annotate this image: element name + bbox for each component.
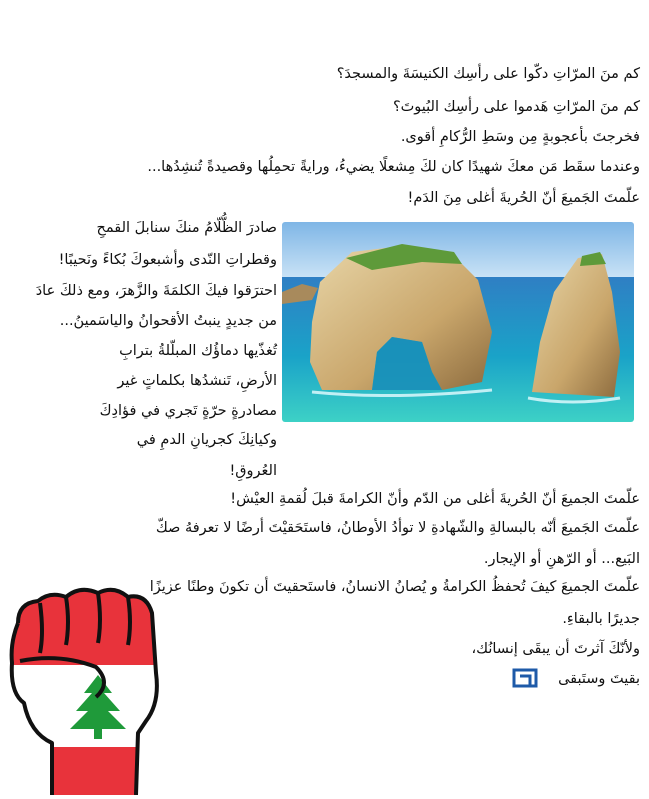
poem-middle-line-3: احترَقوا فيكَ الكلمَةَ والزَّهرَ، ومع ذلكَ عادَ bbox=[35, 283, 277, 299]
poem-line-3: فخرجتَ بأعجوبةٍ مِن وسَطِ الرُّكامِ أقوى. bbox=[400, 129, 640, 145]
poem-bottom-line-4: علّمتَ الجميعَ كيفَ تُحفظُ الكرامةُ و يُصانُ الانسانُ، فاستَحقيتَ أن تكونَ وطنًا عزيزًا bbox=[149, 579, 640, 595]
signature-logo-icon bbox=[512, 668, 538, 688]
poem-line-4: وعندما سقَط مَن معكَ شهيدًا كان لكَ مِشعلًا يضيءُ، ورايةً تحمِلُها وقصيدةً تُنشِدُها... bbox=[147, 159, 640, 175]
poem-middle-line-1: صادرَ الظُّلّامُ منكَ سنابلَ القمحِ bbox=[96, 220, 277, 236]
poem-middle-line-7: مصادرةٍ حرّةٍ تَجري في فؤادِكَ bbox=[99, 403, 277, 419]
poem-middle-line-4: من جديدٍ ينبتُ الأقحوانُ والياسَمينُ... bbox=[59, 313, 277, 329]
poem-bottom-line-5: جديرًا بالبقاءِ. bbox=[562, 611, 640, 627]
poem-middle-line-6: الأرضِ، تَنشدُها بكلماتٍ غير bbox=[117, 373, 277, 389]
poem-middle-line-9: العُروقِ! bbox=[229, 463, 277, 479]
poem-line-1: كم منَ المرّاتِ دكّوا على رأسِك الكنيسَةَ والمسجدَ؟ bbox=[336, 66, 640, 82]
poem-line-2: كم منَ المرّاتِ هَدموا على رأسِك البُيوتَ؟ bbox=[392, 99, 640, 115]
poem-bottom-line-2: علّمتَ الجَميعَ أنّه بالبسالةِ والشّهادةِ لا توأدُ الأوطانُ، فاستَحَقيْتَ أرضًا لا تعرفهُ صكّ bbox=[155, 520, 640, 536]
poem-bottom-line-3: البَيع... أو الرّهنِ أو الإيجار. bbox=[483, 551, 640, 567]
poem-middle-line-5: تُغذّيها دماؤُك المبلّلةُ بترابِ bbox=[119, 343, 277, 359]
poem-bottom-line-7: بقيتَ وستَبقى bbox=[558, 671, 640, 687]
lebanese-flag-fist-icon bbox=[0, 583, 175, 795]
poem-bottom-line-6: ولأنّكَ آثرتَ أن يبقَى إنسانُك، bbox=[471, 641, 640, 657]
poem-bottom-line-1: علّمتَ الجميعَ أنّ الحُريةَ أغلى من الدّم وأنّ الكرامةَ قبلَ لُقمةِ العيْش! bbox=[230, 491, 640, 507]
raouche-rocks-photo bbox=[282, 222, 634, 422]
poem-line-5: علّمتَ الجَميعَ أنّ الحُريةَ أغلى مِنَ الدَم! bbox=[407, 190, 640, 206]
poem-middle-line-2: وقطراتِ النّدى وأشبعوكَ بُكاءً ونَحيبًا! bbox=[58, 252, 277, 268]
poem-middle-line-8: وكيانِكَ كجريانِ الدمِ في bbox=[136, 432, 277, 448]
